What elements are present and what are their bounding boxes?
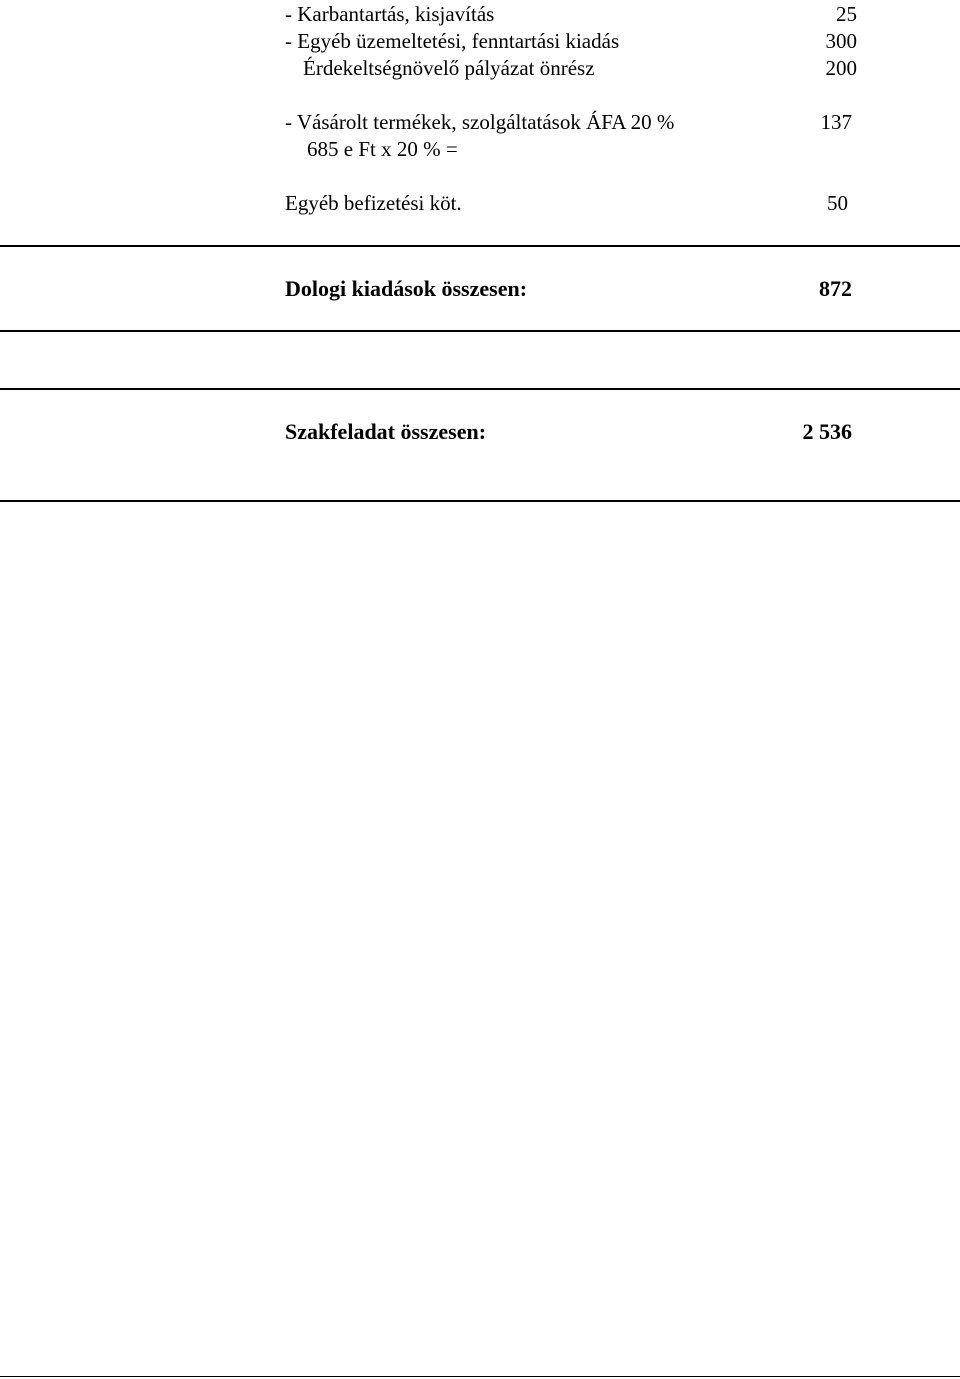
- total-label: Dologi kiadások összesen:: [285, 276, 528, 301]
- line-item-egyeb-befizetesi: [285, 189, 848, 217]
- total-szakfeladat: [285, 418, 852, 446]
- line-item-karbantartas: [285, 0, 857, 28]
- line-item-value: 50: [827, 191, 848, 215]
- line-item-afa: [285, 108, 852, 136]
- line-item-uzemeltetesi: [285, 27, 857, 55]
- page-bottom-rule: [0, 1376, 960, 1377]
- total-dologi-kiadasok: [285, 275, 852, 303]
- afa-calculation-note: 685 e Ft x 20 % =: [307, 137, 458, 161]
- line-item-label: Egyéb befizetési köt.: [285, 191, 462, 215]
- line-item-label: - Egyéb üzemeltetési, fenntartási kiadás: [285, 29, 620, 53]
- line-item-value: 200: [825, 56, 857, 80]
- line-item-value: 300: [825, 29, 857, 53]
- line-item-label: - Karbantartás, kisjavítás: [285, 2, 495, 26]
- line-item-value: 25: [836, 2, 857, 26]
- line-item-label: - Vásárolt termékek, szolgáltatások ÁFA 20 %: [285, 110, 675, 134]
- divider: [0, 388, 960, 390]
- line-item-value: 137: [820, 110, 852, 134]
- divider: [0, 330, 960, 332]
- line-item-label: Érdekeltségnövelő pályázat önrész: [303, 56, 595, 80]
- total-value: 2 536: [802, 419, 852, 444]
- total-value: 872: [819, 276, 852, 301]
- total-label: Szakfeladat összesen:: [285, 419, 487, 444]
- divider: [0, 245, 960, 247]
- line-item-palyazat-onresz: [285, 54, 857, 82]
- divider: [0, 500, 960, 502]
